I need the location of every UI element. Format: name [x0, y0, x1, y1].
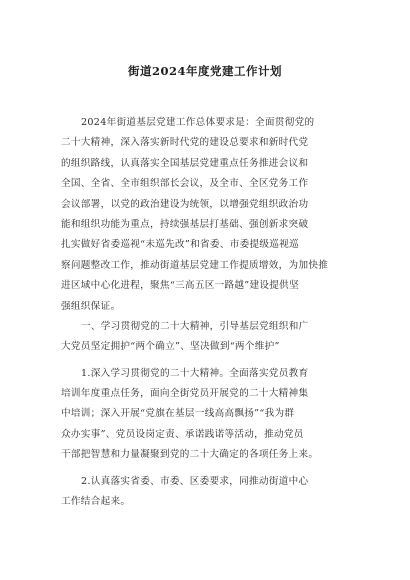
text-line: 全国、全省、全市组织部长会议，及全市、全区党务工作 — [61, 178, 309, 190]
paragraph-item-2 — [61, 472, 353, 513]
document-title: 街道2024年度党建工作计划 — [127, 64, 282, 78]
text-line: 进区域中心化进程，聚焦“三高五区一路越”建设提供坚 — [61, 280, 299, 292]
paragraph-overall-requirements — [61, 113, 353, 317]
text-line: 强组织保证。 — [61, 300, 121, 312]
text-line: 二十大精神，深入落实新时代党的建设总要求和新时代党 — [61, 137, 309, 149]
text-line: 一、学习贯彻党的二十大精神，引导基层党组织和广 — [81, 320, 309, 332]
text-line: 察问题整改工作，推动街道基层党建工作提质增效，为加快推 — [61, 259, 329, 271]
text-line: 会议部署，以党的政治建设为统领，以增强党组织政治功 — [61, 198, 309, 210]
text-line: 大党员坚定拥护“两个确立”、坚决做到“两个维护” — [61, 341, 280, 353]
text-line: 1.深入学习贯彻党的二十大精神。全面落实党员教育 — [81, 367, 309, 379]
text-line: 干部把智慧和力量凝聚到党的二十大确定的各项任务上来。 — [61, 449, 319, 461]
text-line: 扎实做好省委巡视“未巡先改”和省委、市委提级巡视巡 — [61, 239, 299, 251]
text-line: 工作结合起来。 — [61, 496, 131, 508]
document-body — [61, 113, 353, 512]
text-line: 2.认真落实省委、市委、区委要求，同推动街道中心 — [81, 475, 309, 487]
text-line: 中培训；深入开展“党旗在基层一线高高飘扬”“我为群 — [61, 408, 295, 420]
paragraph-item-1 — [61, 364, 353, 466]
section-heading-1 — [61, 317, 353, 358]
text-line: 2024年街道基层党建工作总体要求是：全面贯彻党的 — [81, 117, 315, 128]
text-line: 能和组织功能为重点，持续强基层打基础、强创新求突破 — [61, 218, 309, 230]
text-line: 众办实事”、党员设岗定责、承诺践诺等活动，推动党员 — [61, 428, 304, 440]
text-line: 的组织路线，认真落实全国基层党建重点任务推进会议和 — [61, 157, 309, 169]
text-line: 培训年度重点任务，面向全街党员开展党的二十大精神集 — [61, 388, 309, 400]
